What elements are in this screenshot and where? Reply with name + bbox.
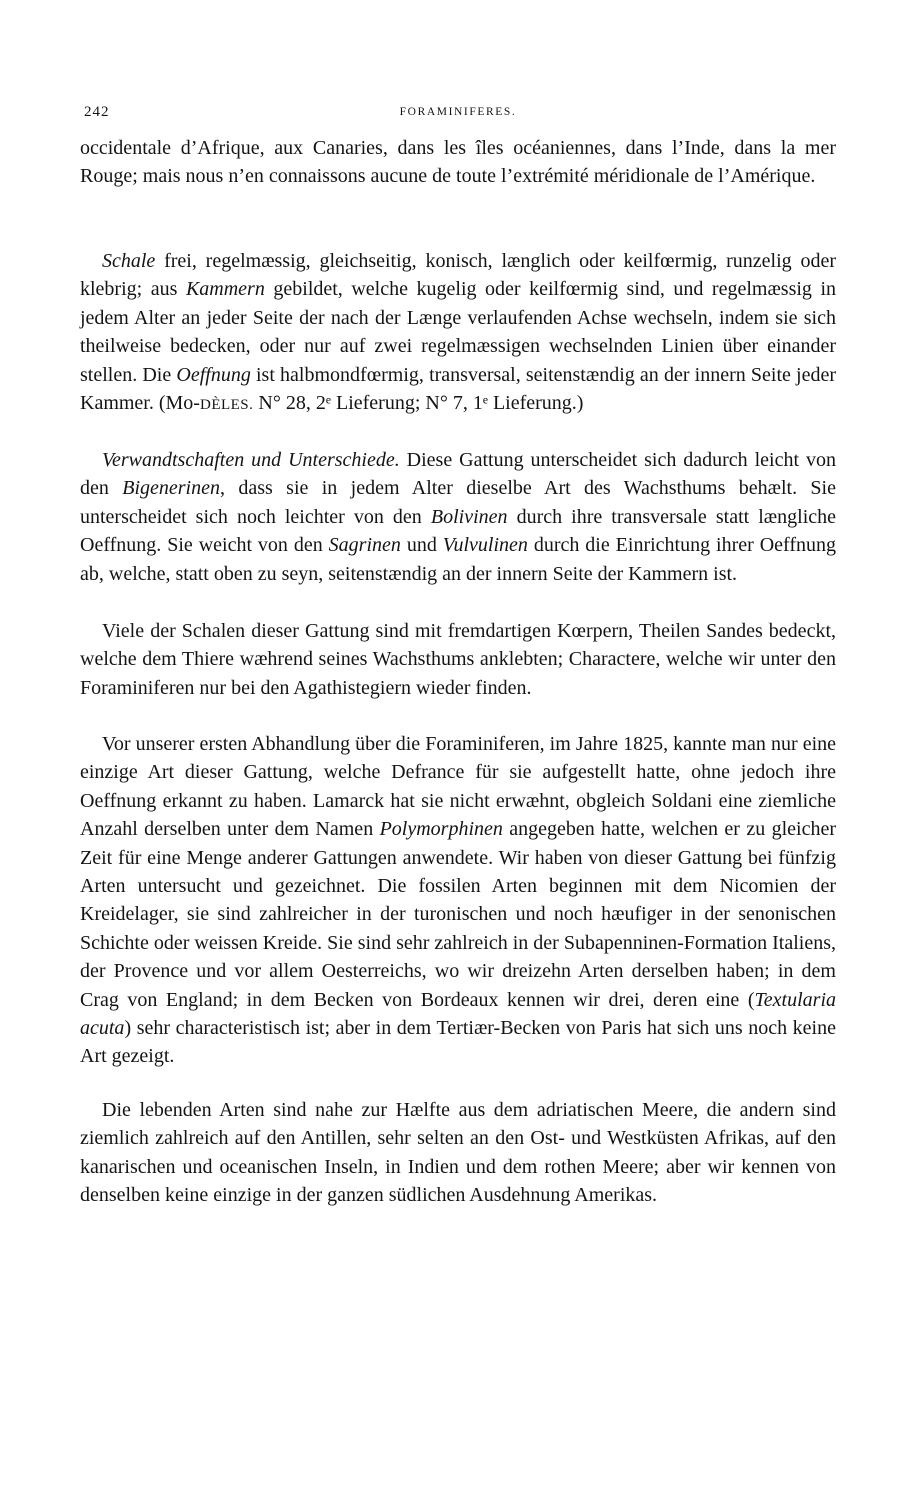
paragraph-genus-description bbox=[80, 247, 836, 419]
italic-term: Schale bbox=[102, 250, 156, 272]
page-header bbox=[80, 104, 836, 124]
italic-term: Bolivinen bbox=[430, 505, 508, 528]
text-run: und bbox=[400, 534, 443, 557]
italic-term: Kammern bbox=[185, 278, 265, 301]
text-run: frei, regelmæssig, gleichseitig, konisch, længlich oder keilfœrmig, runzelig oder klebrig; aus bbox=[80, 250, 836, 301]
italic-term: Polymorphinen bbox=[379, 818, 503, 841]
text-run: durch ihre transversale statt længliche Oeffnung. Sie weicht von den bbox=[80, 505, 837, 557]
text-run: Vor unserer ersten Abhandlung über die Foraminiferen, im Jahre 1825, kannte man nur eine einzige Art dieser Gattung, welche Defrance für sie aufgestellt hatte, ohne jedoch ihre Oeffnung erkannt zu haben. Lamarck hat sie nicht erwæhnt, obgleich Soldani eine ziemliche Anzahl derselben unter dem Namen bbox=[80, 733, 836, 841]
text-run: ist halbmondfœrmig, transversal, seitenstændig an der innern Seite jeder Kammer. (Mo- bbox=[80, 363, 836, 415]
italic-term: Sagrinen bbox=[328, 534, 401, 557]
small-caps-term: DÈLES. bbox=[199, 397, 254, 414]
text-run: angegeben hatte, welchen er zu gleicher Zeit für eine Menge anderer Gattungen anwendete. Wir haben von dieser Gattung bei fünfzig Arten untersucht und gezeichnet. Die fossilen Arten beginnen mit dem Nicomien der Kreidelager, sie sind zahlreicher in der turonischen und noch hæufiger in der senonischen Schichte oder weissen Kreide. Sie sind sehr zahlreich in der Subapenninen-Formation Italiens, der Provence und vor allem Oesterreichs, wo wir dreizehn Arten derselben haben; in dem Crag von England; in dem Becken von Bordeaux kennen wir drei, deren eine ( bbox=[80, 818, 836, 1011]
italic-term: Vulvulinen bbox=[442, 534, 528, 557]
page-number: 242 bbox=[84, 104, 110, 120]
italic-term: Oeffnung bbox=[176, 363, 251, 386]
text-run: , dass sie in jedem Alter dieselbe Art des Wachsthums behælt. Sie unterscheidet sich noch leichter von den bbox=[80, 477, 836, 528]
italic-term: Textularia acuta bbox=[80, 988, 836, 1040]
text-run: durch die Einrichtung ihrer Oeffnung ab, welche, statt oben zu seyn, seitenstændig an der innern Seite der Kammern ist. bbox=[80, 534, 836, 585]
text-run: gebildet, welche kugelig oder keilfœrmig sind, und regelmæssig in jedem Alter an jeder Seite der nach der Længe verlaufenden Achse wechseln, indem sie sich theilweise bedecken, oder nur auf zwei regelmæssigen wechselnden Linien über einander stellen. Die bbox=[80, 278, 836, 386]
paragraph-history bbox=[80, 730, 836, 1071]
paragraph-continuation: occidentale d’Afrique, aux Canaries, dans les îles océaniennes, dans l’Inde, dans la mer Rouge; mais nous n’en connaissons aucune de toute l’extrémité méridionale de l’Amérique. bbox=[80, 137, 836, 188]
paragraph-foreign-bodies: Viele der Schalen dieser Gattung sind mit fremdartigen Kœrpern, Theilen Sandes bedeckt, welche dem Thiere wæhrend seines Wachsthums anklebten; Charactere, welche wir unter den Foraminiferen nur bei den Agathistegiern wieder finden. bbox=[80, 620, 836, 699]
running-title: FORAMINIFERES. bbox=[399, 106, 517, 118]
italic-term: Bigenerinen bbox=[122, 477, 220, 500]
paragraph-living-species: Die lebenden Arten sind nahe zur Hælfte aus dem adriatischen Meere, die andern sind ziemlich zahlreich auf den Antillen, sehr selten an den Ost- und Westküsten Afrikas, auf den kanarischen und oceanischen Inseln, in Indien und dem rothen Meere; aber wir kennen von denselben keine einzige in der ganzen südlichen Ausdehnung Amerikas. bbox=[80, 1099, 836, 1207]
text-run: Diese Gattung unterscheidet sich dadurch leicht von den bbox=[80, 449, 836, 500]
text-run: N° 28, 2ᵉ Lieferung; N° 7, 1ᵉ Lieferung.) bbox=[253, 392, 584, 415]
paragraph-relationships bbox=[80, 446, 836, 588]
text-run: ) sehr characteristisch ist; aber in dem Tertiær-Becken von Paris hat sich uns noch keine Art gezeigt. bbox=[80, 1017, 836, 1068]
italic-heading: Verwandtschaften und Unterschiede. bbox=[102, 449, 400, 471]
